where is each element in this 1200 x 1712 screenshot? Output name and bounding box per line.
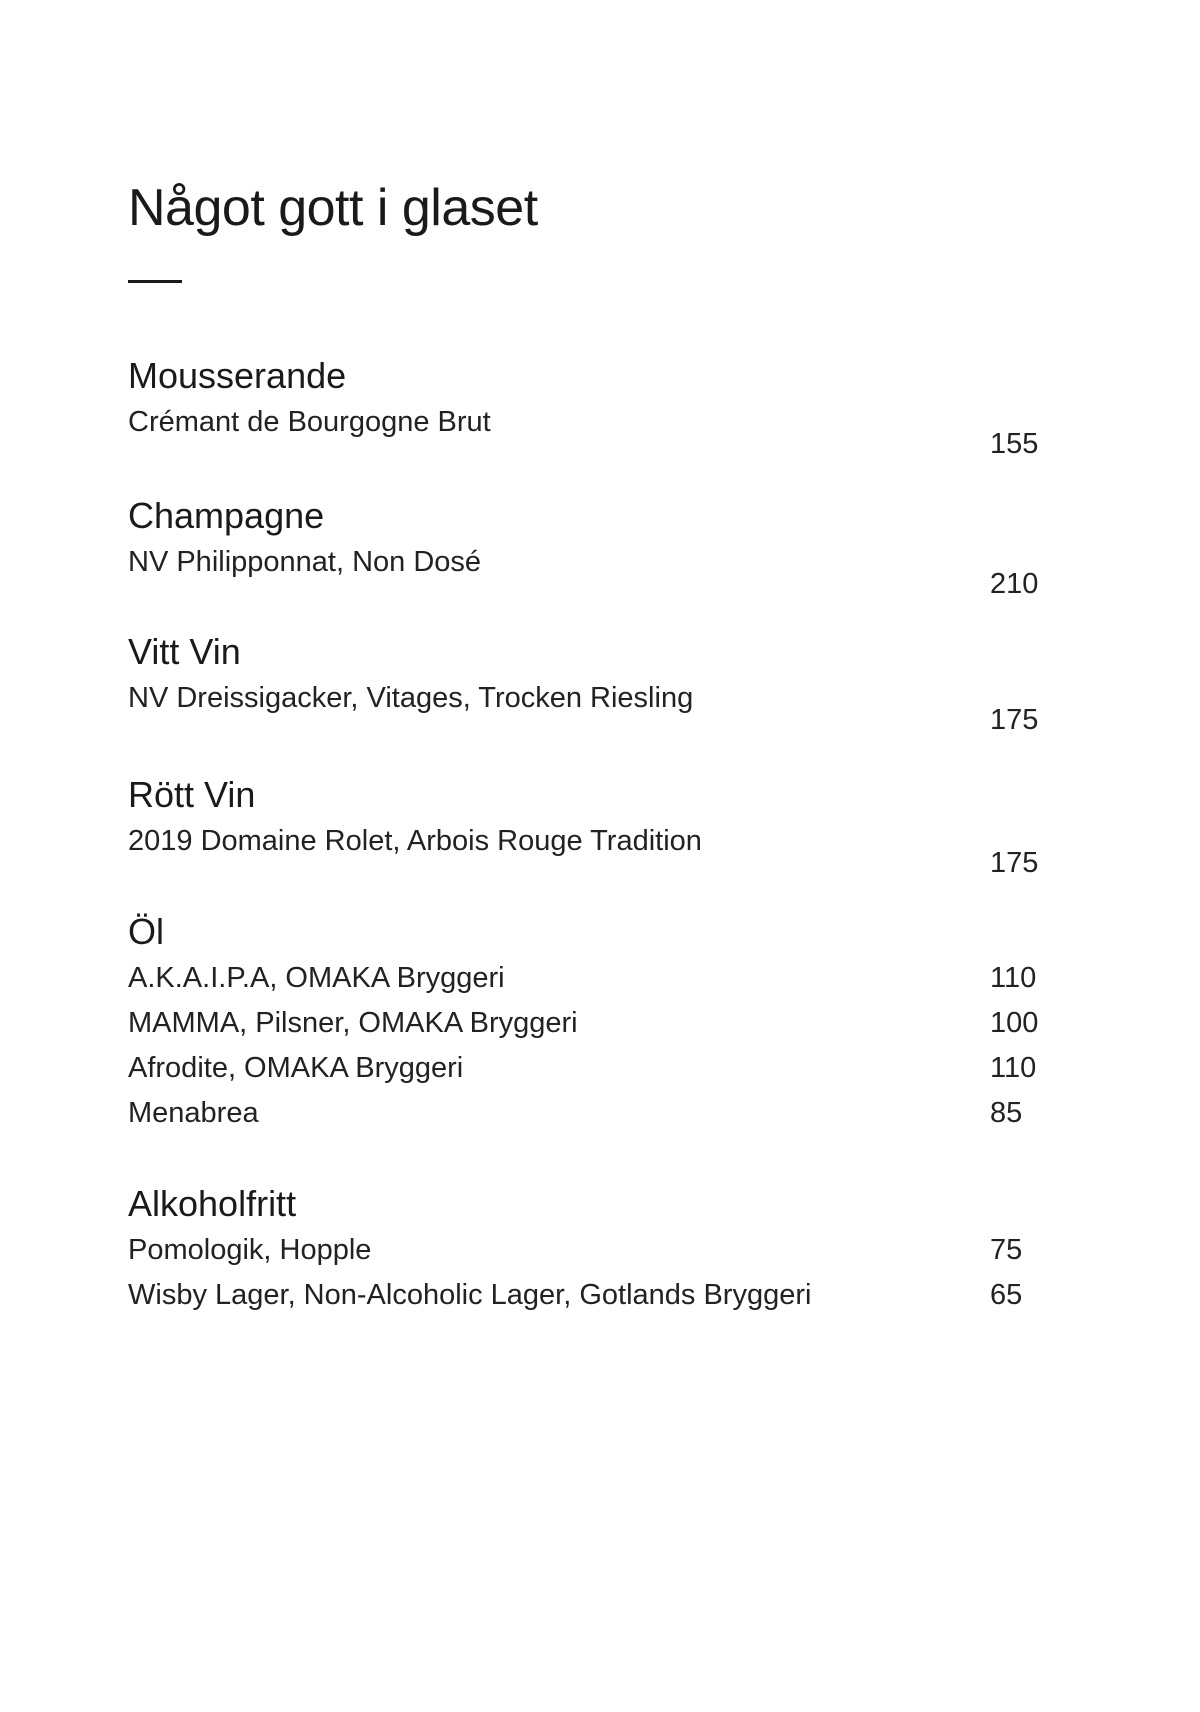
item-name: Crémant de Bourgogne Brut bbox=[128, 406, 491, 438]
menu-item bbox=[128, 676, 1048, 736]
item-price: 65 bbox=[990, 1279, 1023, 1311]
item-name: MAMMA, Pilsner, OMAKA Bryggeri bbox=[128, 1007, 578, 1039]
section-vitt-vin bbox=[128, 628, 1048, 736]
page-title: Något gott i glaset bbox=[128, 179, 538, 237]
section-heading: Champagne bbox=[128, 495, 325, 536]
item-price: 110 bbox=[990, 1052, 1037, 1084]
item-price: 175 bbox=[990, 704, 1039, 736]
section-heading: Öl bbox=[128, 911, 164, 952]
menu-item bbox=[128, 1228, 1048, 1273]
menu-item bbox=[128, 1091, 1048, 1136]
section-heading: Alkoholfritt bbox=[128, 1183, 297, 1224]
item-price: 75 bbox=[990, 1234, 1023, 1266]
section-heading: Vitt Vin bbox=[128, 631, 241, 672]
section-ol bbox=[128, 908, 1048, 1136]
item-name: A.K.A.I.P.A, OMAKA Bryggeri bbox=[128, 962, 505, 994]
item-name: NV Philipponnat, Non Dosé bbox=[128, 546, 482, 578]
section-heading: Mousserande bbox=[128, 355, 347, 396]
section-rott-vin bbox=[128, 771, 1048, 879]
menu-item bbox=[128, 1273, 1048, 1318]
item-price: 110 bbox=[990, 962, 1037, 994]
section-champagne bbox=[128, 492, 1048, 600]
item-name: Wisby Lager, Non-Alcoholic Lager, Gotlands Bryggeri bbox=[128, 1279, 812, 1311]
item-name: Menabrea bbox=[128, 1097, 259, 1129]
menu-item bbox=[128, 1046, 1048, 1091]
item-name: 2019 Domaine Rolet, Arbois Rouge Tradition bbox=[128, 825, 702, 857]
item-name: Pomologik, Hopple bbox=[128, 1234, 372, 1266]
menu-item bbox=[128, 400, 1048, 460]
item-name: NV Dreissigacker, Vitages, Trocken Riesling bbox=[128, 682, 694, 714]
section-alkoholfritt bbox=[128, 1180, 1048, 1318]
item-price: 100 bbox=[990, 1007, 1039, 1039]
item-price: 85 bbox=[990, 1097, 1023, 1129]
title-divider bbox=[128, 280, 182, 283]
item-price: 210 bbox=[990, 568, 1039, 600]
item-price: 155 bbox=[990, 428, 1039, 460]
section-heading: Rött Vin bbox=[128, 774, 256, 815]
menu-item bbox=[128, 956, 1048, 1001]
section-mousserande bbox=[128, 352, 1048, 460]
menu-item bbox=[128, 1001, 1048, 1046]
item-name: Afrodite, OMAKA Bryggeri bbox=[128, 1052, 464, 1084]
menu-item bbox=[128, 819, 1048, 879]
item-price: 175 bbox=[990, 847, 1039, 879]
menu-item bbox=[128, 540, 1048, 600]
